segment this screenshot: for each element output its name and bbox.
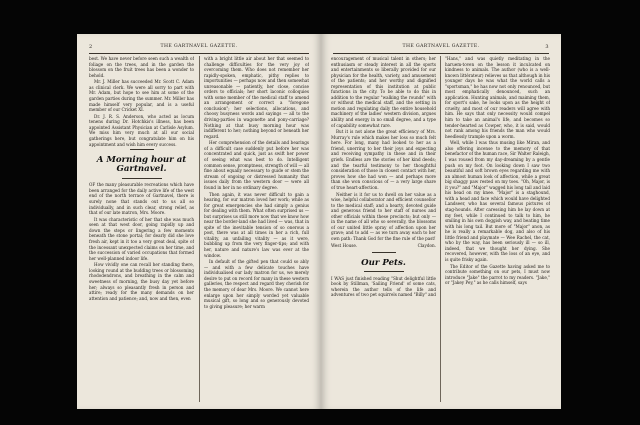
paragraph: Well, while I was thus musing like Miran, and also offering incense to the memory of that benefactor of the human race, Sir Walter Raleigh, I was roused from my day-dreaming by a gentle push on my foot. On looking down I saw two beautiful and soft brown eyes regarding me with an almost human look of affection, while a great big shaggy paw rested on my toes. "Oh, Major, is it you?" and "Major" wagged his long tail and laid his head on my knee. "Major" is a staghound, with a head and face which would have delighted Landseer, who has several famous pictures of stag-hounds. After caressing him he lay down at my feet, while I continued to talk to him, he smiling in his own doggish way, and beating time with his long tail. But more of "Major" anon, as he is really a remarkable dog, and also of his little friend and playmate — Wee Rachel, the cat, who by the way, has been seriously ill — so ill, indeed, that we thought her dying. She recovered, however, with the loss of an eye, and is quite frisky again. <box>445 140 550 262</box>
paragraph: Mr. J. Miller has succeeded Mr. Scott C. Adam as clinical clerk. We were all sorry to part with Mr. Adam, but hope to see him at some of the garden parties during the summer. Mr. Miller has made himself very popular, and is a useful member of our Cricket XI. <box>89 79 194 113</box>
running-title: THE GARTNAVEL GAZETTE. <box>160 44 238 49</box>
signature-line <box>331 243 436 249</box>
right-column-1 <box>331 56 436 404</box>
paragraph: best. We have never before seen such a wealth of foliage on the trees, and in the garden the blossom on the fruit trees has been a wonder to behold. <box>89 56 194 78</box>
paragraph: The Editor of the Gazette having asked me to contribute something on our pets, I must now introduce "Jake" the parrot to my readers. "Jake," or "Jakey Pey," as he calls himself, says <box>445 263 550 286</box>
column-separator <box>199 56 200 402</box>
left-page <box>77 34 321 409</box>
paragraph: Then again, it was never difficult to gain a hearing, for our matron loved her work; while as for great emergencies she had simply a genius for dealing with them. What often surprised us — but surprises us still more now that we know how near the border-land she had lived — was, that in spite of the inevitable tension of so onerous a post, there was at all times in her a rich, full vitality, an unfailing vitality — as it were, bubbling up from the very finger-tips; and with her, nature and nature's law was ever at the window. <box>204 191 309 258</box>
paragraph: Her comprehension of the details and bearings of a difficult case suddenly put before her was concentrated and quick, just as swift her power of seeing what was best to do. Intelligent common sense, promptness, strength of will — all fine about equally necessary to guide or stem the stream of ongoing or distressed humanity that issues daily from the western door — were all found in her in no ordinary degree. <box>204 140 309 190</box>
paragraph: How vividly one can recall her standing there, looking round at the budding trees or blossoming rhododendrons, and breathing in the calm and sweetness of morning, the busy day yet before her; always so pleasantly fresh in person and attire; ready for the many demands on her attention and patience; and, now and then, even <box>89 262 194 301</box>
left-column-1 <box>89 56 194 404</box>
pets-title-block <box>331 259 436 272</box>
article-title-line2: Gartnavel. <box>116 164 167 175</box>
paragraph: But it is not alone the great efficiency of Mrs. Murray's rule which makes her loss so much felt here. For long, many had looked to her as a friend, unerring to her their joys and expecting and receiving sympathy in these and in their griefs. Endless are the stories of her kind deeds; and the tearful testimony to her thoughtful consideration of those in closest contact with her, proves how she had won — and perhaps more than she won conscious of — a very large share of true heart-affection. <box>331 129 436 190</box>
column-separator <box>440 56 441 402</box>
article-title <box>89 156 194 179</box>
paragraph: OF the many pleasurable recreations which have been arranged for the daily active life of the west end of the north terrace of Gartnavel, there is surely none that stands out to us all so individually, and in such clear, strong relief, as that of our late matron, Mrs. Moore. <box>89 182 194 216</box>
right-column-2 <box>445 56 550 404</box>
left-column-2 <box>204 56 309 404</box>
signature-place: West House. <box>331 243 358 249</box>
paragraph: encouragement of musical talent in others; her enthusiasm or steady interest in all the sports and entertainments so liberally provided for our physician for the health, variety, and amusement of the patients; and her worthy and dignified representation of this institution at public functions in the city. To be able to do this in addition to the regular "walking the rounds" with or without the medical staff, and the setting in motion and regulating daily the entire household machinery of the ladies' western division, argues ability and energy in no small degree, and a type of capability somewhat rare. <box>331 56 436 128</box>
section-divider <box>372 252 396 253</box>
title-rule <box>122 178 162 179</box>
signature-author: Claydon. <box>417 243 436 249</box>
paragraph: "Hans," and was quietly meditating in the haruem-toven on the lesson it inculcated on kindness to animals. The author (who is a well-known littérateur) relieves us that although in his younger days he was what the world calls a "sportsman," he has now not only renounced, but most emphatically denounced, such an application. Hunting animals, and maiming them, for sport's sake, he looks upon as the height of cruelty, and most of our readers will agree with him. He says that only necessity would compel him to take an animal's life, and becomes so tender-hearted as Cowper, who, it is said, would not rank among his friends the man who would heedlessly trample upon a worm. <box>445 56 550 139</box>
running-title: THE GARTNAVEL GAZETTE. <box>402 44 480 49</box>
page-number: 3 <box>545 44 549 50</box>
section-divider <box>130 149 154 150</box>
paragraph: In default of the gifted pen that could so ably — and with a few delicate touches have individualised our lady matron for us, we merely desire to put on record for many in these western galleries, the respect and regard they cherish for the memory of dear Mrs. Moore. We cannot here enlarge upon her simply worded yet valuable musical gift, so long and so generously devoted to giving pleasure; her warm <box>204 259 309 309</box>
paragraph: It was characteristic of her that she was much seen at that west door, going rapidly up and down the steps or lingering a few moments beneath the stone portal; for dearly did she love fresh air, kept in it too a very great deal, spite of the incessant unexpected claims on her time, and the succession of varied occupations that formed her well-planned indoor life. <box>89 216 194 261</box>
pets-title: Our Pets. <box>361 257 406 268</box>
paragraph: Dr. J. R. S. Anderson, who acted as locum tenens during Dr. Hotchkis's illness, has been appointed Assistant Physician at Carlisle Asylum. We miss him very much at all our social gatherings here, but congratulate him on his appointment and wish him every success. <box>89 113 194 147</box>
paragraph: with a bright little air about her that seemed to challenge difficulties for the very joy of overcoming them. Who does not remember her rapidly-spoken, emphatic, pithy replies to importunities — perhaps now and then somewhat unreasonable — patiently, her close, concise orders to officials; her short laconic colloquies with some member of the medical staff to amend an arrangement or correct a "foregone conclusion"; her selections, allocations, and choosy busyness words and sayings — all to the driving-parties in wagonette and pony-carriage? Nothing at that busy morning hour was indifferent to her; nothing beyond or beneath her regard. <box>204 56 309 139</box>
title-rule <box>364 271 404 272</box>
left-page-header <box>89 44 309 54</box>
article-title-line1: A Morning hour at <box>96 154 187 165</box>
paragraph: Neither is it for us to dwell on her value as a wise, helpful collaborator and efficient counsellor to the medical staff; and a hearty, devoted guide and generous friend to her staff of nurses and other officials within these precincts; but only — in the name of all who so severally, the blossoms of our united little spray of affection upon her grave; and to add — as we turn away each to her own path: Thank God for the fine rule of the past! <box>331 191 436 241</box>
right-page <box>321 34 561 409</box>
page-number: 2 <box>89 44 93 50</box>
paragraph: I WAS just finished reading "Shut delightful little book by Stillman, 'Sailing Friend' of some cats, wherein the author tells of the life and adventures of two pet squirrels named "Billy" and <box>331 275 436 298</box>
right-page-header <box>333 44 549 54</box>
